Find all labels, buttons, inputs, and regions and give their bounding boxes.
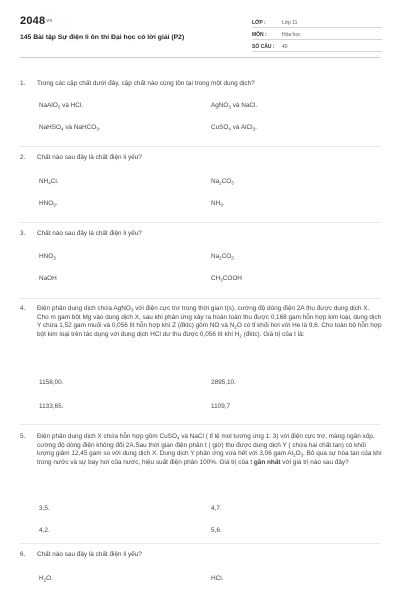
question-divider	[20, 424, 380, 425]
option-d[interactable]: 5,6.	[211, 527, 222, 534]
option-d[interactable]: $NH_3$.	[211, 200, 225, 208]
meta-value: 40	[282, 44, 288, 51]
question-number: 1.	[20, 80, 26, 87]
option-a[interactable]: 3,5.	[39, 505, 50, 512]
option-b[interactable]: 2895,10.	[211, 379, 236, 386]
question-text: Chất nào sau đây là chất điện li yếu?	[37, 551, 142, 558]
question-6	[20, 551, 382, 591]
option-b[interactable]: 4,7.	[211, 505, 222, 512]
option-a[interactable]: $HNO_3$	[39, 253, 56, 261]
question-2	[20, 154, 382, 216]
question-text: Chất nào sau đây là chất điện li yếu?	[37, 230, 142, 237]
option-c[interactable]: 1133,65.	[39, 403, 64, 410]
option-d[interactable]: CuSO$_4$ và AlCl$_3$.	[211, 124, 257, 132]
option-c[interactable]: NaOH	[39, 275, 57, 282]
page-title: 145 Bài tập Sự điện li ôn thi Đại học có lời giải (P2)	[20, 34, 185, 41]
meta-row-count	[252, 40, 382, 52]
question-text: Điện phân dung dịch X chứa hỗn hợp gồm CuSO$_4$ và NaCl ( tỉ lệ mol tương ứng 1: 3) với điện cực trơ, màng ngăn xốp, cường độ dòng điện không đổi 2A.Sau thời gian điện phân t ( giờ) thu được dung dịch Y ( chứa hai chất tan) có khối lượng giảm 12,45 gam so với dung dịch X. Dung dịch Y phản ứng vừa hết với 3,06 gam $Al_2O_3$. Bỏ qua sự hòa tan của khí trong nước và sự bay hơi của nước, hiệu suất điện phân 100%. Giá trị của t gần nhất với giá trị nào sau đây?	[37, 433, 382, 466]
site-logo[interactable]: 2048vn	[20, 15, 53, 27]
question-text: Chất nào sau đây là chất điện li yếu?	[37, 154, 142, 161]
meta-value: Hóa học	[282, 32, 301, 39]
meta-key: MÔN :	[252, 32, 267, 39]
option-b[interactable]: AgNO$_3$ và NaCl.	[211, 102, 258, 110]
option-b[interactable]: HCl.	[211, 575, 224, 582]
option-b[interactable]: $Na_2CO_3$	[211, 253, 234, 261]
question-5	[20, 433, 382, 543]
option-a[interactable]: 1158,00.	[39, 379, 64, 386]
question-divider	[20, 146, 380, 147]
option-d[interactable]: $CH_3COOH$	[211, 275, 242, 283]
option-a[interactable]: NaAlO$_2$ và HCl.	[39, 102, 84, 110]
option-a[interactable]: $NH_4Cl$.	[39, 178, 59, 186]
option-c[interactable]: $HNO_3$.	[39, 200, 58, 208]
question-number: 2.	[20, 154, 26, 161]
meta-row-subject	[252, 28, 382, 40]
question-1	[20, 80, 382, 140]
page-header	[0, 0, 400, 56]
header-divider	[20, 57, 380, 58]
question-number: 4.	[20, 305, 26, 312]
option-c[interactable]: NaHSO$_4$ và NaHCO$_3$.	[39, 124, 101, 132]
meta-key: SỐ CÂU :	[252, 44, 275, 51]
option-a[interactable]: $H_2O$.	[39, 575, 53, 583]
option-d[interactable]: 1109,7	[211, 403, 231, 410]
question-number: 5.	[20, 433, 26, 440]
question-divider	[20, 222, 380, 223]
option-b[interactable]: $Na_2CO_3$	[211, 178, 234, 186]
question-divider	[20, 543, 380, 544]
meta-row-class	[252, 16, 382, 28]
question-3	[20, 230, 382, 292]
meta-table	[252, 16, 382, 52]
question-number: 3.	[20, 230, 26, 237]
meta-value: Lớp 11	[282, 20, 298, 27]
question-number: 6.	[20, 551, 26, 558]
question-4	[20, 305, 382, 417]
meta-key: LỚP :	[252, 20, 266, 27]
question-text: Điện phân dung dịch chứa AgNO$_3$ với điện cực trơ trong thời gian t(s), cường độ dòng điện 2A thu được dung dịch X. Cho m gam bột Mg vào dung dịch X, sau khi phản ứng xảy ra hoàn toàn thu được 0,168 gam hỗn hợp kim loại, dung dịch Y chứa 1,52 gam muối và 0,056 lít hỗn hợp khí Z (đktc) gồm NO và $N_2O$ có tỉ khối hơi với He là 9,6. Cho toàn bộ hỗn hợp bột kim loại trên tác dụng với dung dịch HCl dư thu được 0,056 lít khí $H_2$ (đktc). Giá trị của t là:	[37, 305, 382, 339]
question-divider	[20, 298, 380, 299]
option-c[interactable]: 4,2.	[39, 527, 50, 534]
question-text: Trong các cặp chất dưới đây, cặp chất nào cùng tồn tại trong một dung dịch?	[37, 80, 255, 87]
